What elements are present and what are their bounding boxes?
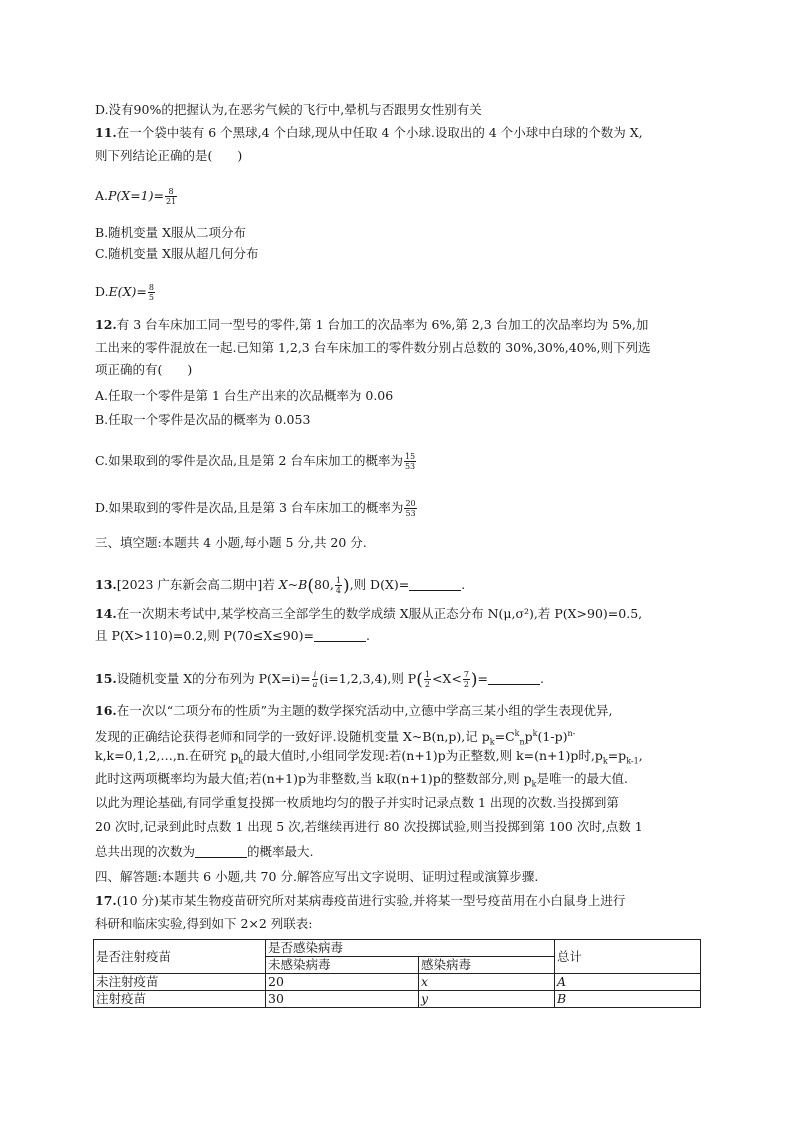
q13-dist: B [298,577,308,592]
q16-line7-a: 总共出现的次数为 [95,844,196,859]
q11-d-fraction [148,283,155,302]
q13-number: 13. [95,577,117,592]
q13-tilde: ~ [287,577,299,592]
q12-stem-line1 [95,317,648,333]
q11-d-prefix: D. [95,284,109,299]
q15-lower-denominator: 2 [424,680,430,689]
q13-left-paren: ( [307,576,314,596]
q12-stem-text: 有 3 台车床加工同一型号的零件,第 1 台加工的次品率为 6%,第 2,3 台加工的次品率均为 5%,加 [116,317,649,332]
q14-end: . [365,628,370,643]
cell-infected: x [419,974,555,991]
q13-text1: [2023 广东新会高二期中]若 [116,577,279,592]
q13-denominator: 4 [335,586,341,595]
q16-line1 [95,703,612,719]
q15-numerator: i [312,670,319,680]
cell-not-infected: 30 [266,991,419,1008]
q16-line2-c: p [524,729,533,745]
q16-line2-b: =C [494,729,515,745]
q17-line1-text: (10 分)某市某生物疫苗研究所对某病毒疫苗进行实验,并将某一型号疫苗用在小白鼠身上进行 [116,893,626,908]
q11-a-denominator: 21 [166,197,177,206]
contingency-table [93,939,701,1008]
q16-answer-blank[interactable] [195,845,247,858]
q14-line1 [95,606,642,622]
q12-c-numerator: 15 [404,452,416,461]
q16-line3-c: =p [607,748,627,763]
section-3-heading: 三、填空题:本题共 4 小题,每小题 5 分,共 20 分. [95,535,367,550]
q12-d-numerator: 20 [405,499,416,508]
cell-infected: y [419,991,555,1008]
q15-upper-denominator: 2 [463,680,469,689]
q12-stem-line3: 项正确的有( ) [95,362,193,377]
q16-line3-b: 的最大值时,小组同学发现:若(n+1)p为正整数,则 k=(n+1)p时,p [243,748,603,763]
q11-option-b: B.随机变量 X服从二项分布 [95,225,247,240]
q14-line2-text: 且 P(X>110)=0.2,则 P(70≤X≤90)= [95,628,314,643]
cell-total: B [555,991,701,1008]
q13-arg1: 80, [313,577,334,592]
q16-line6: 20 次时,记录到此时点数 1 出现 5 次,若继续再进行 80 次投掷试验,则当投掷到第 100 次时,点数 1 [95,819,643,834]
header-infection-group: 是否感染病毒 [266,940,555,957]
q16-line3-sub: k [238,756,244,766]
q13-right-paren: ) [342,576,350,596]
q16-line1-text: 在一次以“二项分布的性质”为主题的数学探究活动中,立德中学高三某小组的学生表现优异, [116,703,613,718]
q13-fraction [335,576,342,595]
q16-number: 16. [95,703,117,718]
q12-option-c [95,452,417,471]
q15-text2: (i=1,2,3,4),则 P [319,671,417,686]
q11-a-eq: = [153,188,164,203]
table-row [94,974,701,991]
table-row [94,991,701,1008]
q12-c-denominator: 53 [404,462,416,471]
q11-a-prefix: A. [95,188,109,203]
q15-text3: = [477,671,489,686]
q12-c-fraction [404,452,416,471]
q13-var: X [278,577,288,592]
q16-line2-a: 发现的正确结论获得老师和同学的一致好评.设随机变量 X~B(n,p),记 p [95,729,490,745]
q16-line4-a: 此时这两项概率均为最大值;若(n+1)p为非整数,当 k取(n+1)p的整数部分,则 p [95,771,532,786]
q16-line2-d: (1-p) [537,729,568,745]
q12-c-text: C.如果取到的零件是次品,且是第 2 台车床加工的概率为 [95,453,403,468]
q16-line3-d: , [638,748,643,763]
q16-line5: 以此为理论基础,有同学重复投掷一枚质地均匀的骰子并实时记录点数 1 出现的次数.当投掷到第 [95,795,619,810]
q11-d-eq: = [136,284,147,299]
q12-d-text: D.如果取到的零件是次品,且是第 3 台车床加工的概率为 [95,500,404,515]
q11-a-numerator: 8 [165,187,177,197]
q16-line2-sup: k [514,729,520,738]
q16-line3 [95,748,643,770]
q15-answer-blank[interactable] [488,672,540,685]
q11-d-numerator: 8 [148,283,154,292]
q12-number: 12. [95,317,117,332]
cell-not-infected: 20 [266,974,419,991]
q16-line4 [95,771,628,793]
q15-end: . [540,671,545,686]
q15-denominator: a [312,680,318,689]
q16-line2-sup2: k [532,729,538,738]
q11-option-a [95,187,178,206]
header-not-infected: 未感染病毒 [266,957,419,974]
q16-line7-b: 的概率最大. [247,844,314,859]
q13-answer-blank[interactable] [409,578,461,591]
q15-number: 15. [95,671,117,686]
q17-number: 17. [95,893,117,908]
q16-line7 [95,844,314,860]
row-label: 注射疫苗 [94,991,266,1008]
header-vaccinated: 是否注射疫苗 [94,940,266,974]
q15-text1: 设随机变量 X的分布列为 P(X=i)= [116,671,311,686]
q15-left-paren: ( [416,670,423,690]
q15-upper-fraction [463,670,470,689]
q12-option-d [95,499,418,518]
q16-line3-sub3: k-1 [626,756,639,766]
q11-stem-text: 在一个袋中装有 6 个黑球,4 个白球,现从中任取 4 个小球.设取出的 4 个小球中白球的个数为 X, [116,125,643,140]
table-header-row-1 [94,940,701,957]
q15-upper-numerator: 7 [463,670,469,679]
q11-option-d [95,283,156,302]
q11-a-fraction [165,187,177,206]
q11-d-denominator: 5 [148,293,154,302]
q14-answer-blank[interactable] [314,629,366,642]
q15-lower-fraction [424,670,431,689]
q14-line1-text: 在一次期末考试中,某学校高三全部学生的数学成绩 X服从正态分布 N(μ,σ²),若 P(X>90)=0.5, [116,606,643,621]
q13-end: . [461,577,466,592]
q16-line2-sub2: n [519,737,525,747]
q11-d-expr: E(X) [108,284,137,299]
q13-text2: ,则 D(X)= [349,577,410,592]
q16-line2-sup3: n- [567,729,576,738]
row-label: 未注射疫苗 [94,974,266,991]
q16-line4-sub: k [531,779,537,789]
q13-line [95,576,465,595]
q17-line1 [95,893,625,909]
q16-line3-sub2: k [602,756,608,766]
q14-number: 14. [95,606,117,621]
q16-line3-a: k,k=0,1,2,…,n.在研究 p [95,748,239,763]
cell-total: A [555,974,701,991]
q16-line2-sub: k [489,737,495,747]
q14-line2 [95,628,370,644]
q11-a-expr: P(X=1) [108,188,154,203]
q12-option-a: A.任取一个零件是第 1 台生产出来的次品概率为 0.06 [95,388,394,403]
q15-fraction [312,670,319,689]
header-total: 总计 [555,940,701,974]
header-infected: 感染病毒 [419,957,555,974]
q12-d-denominator: 53 [405,509,416,518]
q15-line [95,670,544,689]
q15-inequality: <X< [431,671,462,686]
q15-lower-numerator: 1 [424,670,430,679]
section-4-heading: 四、解答题:本题共 6 小题,共 70 分.解答应写出文字说明、证明过程或演算步骤. [95,869,539,884]
q12-d-fraction [404,499,416,518]
q11-stem-line1 [95,125,643,141]
q17-line2: 科研和临床实验,得到如下 2×2 列联表: [95,916,313,931]
q12-stem-line2: 工出来的零件混放在一起.已知第 1,2,3 台车床加工的零件数分别占总数的 30%,30%,40%,则下列选 [95,340,651,355]
q11-option-c: C.随机变量 X服从超几何分布 [95,246,259,261]
q16-line4-b: 是唯一的最大值. [536,771,628,786]
q10-option-d: D.没有90%的把握认为,在恶劣气候的飞行中,晕机与否跟男女性别有关 [95,102,482,117]
q16-line2 [95,726,575,751]
q15-right-paren: ) [470,670,478,690]
q11-stem-line2: 则下列结论正确的是( ) [95,148,243,163]
q12-option-b: B.任取一个零件是次品的概率为 0.053 [95,412,311,427]
q11-number: 11. [95,125,117,140]
q13-numerator: 1 [335,576,341,585]
